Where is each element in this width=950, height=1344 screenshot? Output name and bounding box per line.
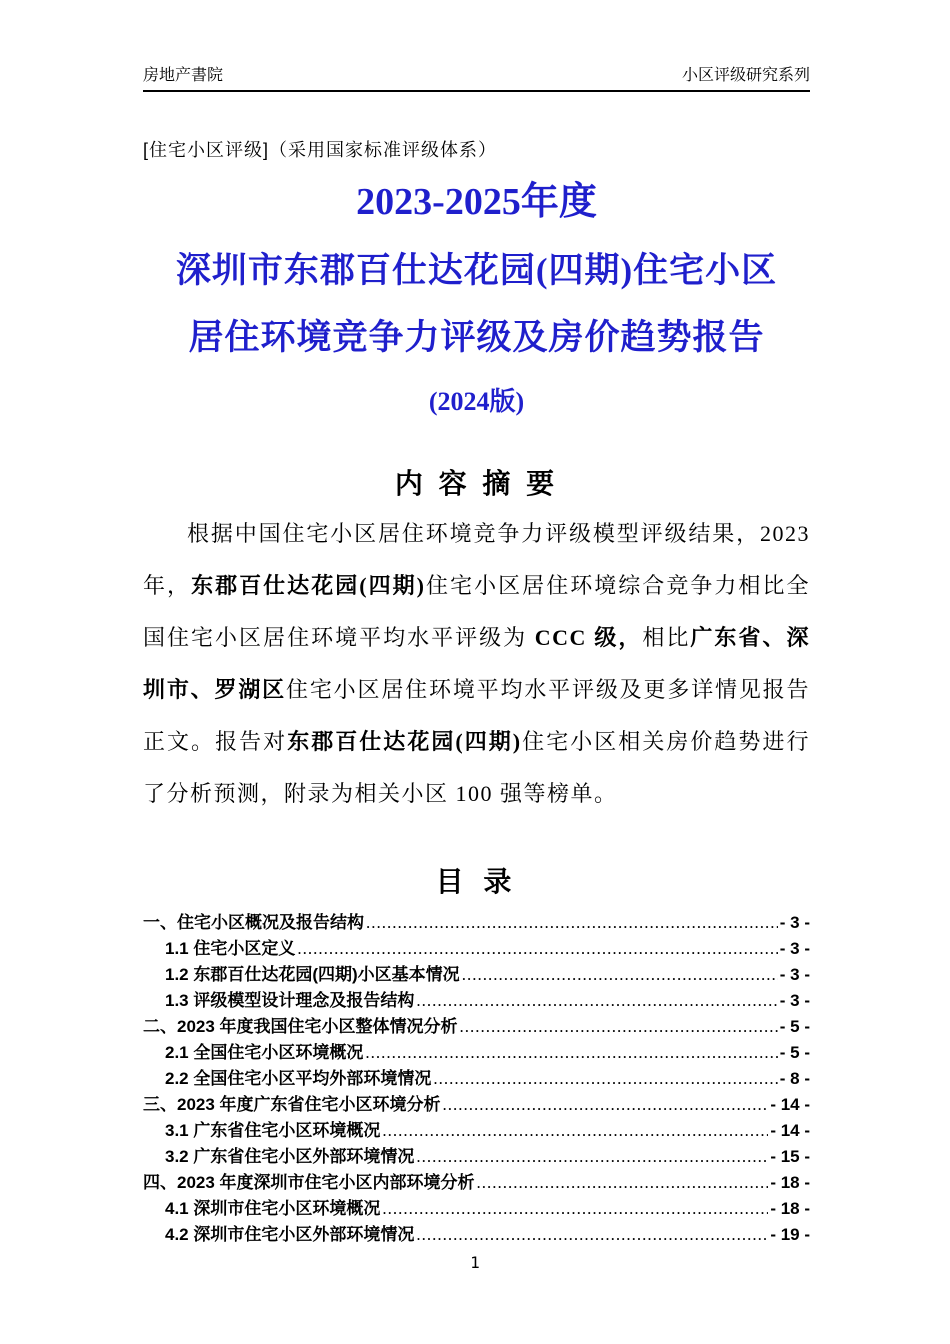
toc-entry[interactable] (143, 1222, 810, 1248)
toc-entry-label: 1.2 东郡百仕达花园(四期)小区基本情况 (165, 964, 460, 984)
toc-entry-label: 3.2 广东省住宅小区外部环境情况 (165, 1146, 415, 1166)
toc-entry-page: - 14 - (770, 1094, 810, 1114)
report-title-version: (2024版) (428, 386, 525, 416)
toc-leader-dots (462, 962, 778, 988)
toc-entry-label: 4.1 深圳市住宅小区环境概况 (165, 1198, 381, 1218)
toc-heading: 目 录 (435, 865, 518, 897)
report-title-year: 2023-2025年度 (356, 181, 597, 223)
toc-leader-dots (416, 1144, 768, 1170)
toc-leader-dots (365, 1040, 777, 1066)
summary-text: 根据中国住宅小区居住环境竞争力评级模型评级结果，2023 年， (143, 520, 810, 598)
toc-entry-label: 3.1 广东省住宅小区环境概况 (165, 1120, 381, 1140)
summary-emphasis-text: 广东省、深圳市、罗湖区 (143, 624, 810, 702)
toc-entry[interactable] (143, 1040, 810, 1066)
toc-entry[interactable] (143, 962, 810, 988)
toc-entry[interactable] (143, 1118, 810, 1144)
toc-entry[interactable] (143, 936, 810, 962)
toc-entry-page: - 3 - (779, 990, 810, 1010)
toc-entry[interactable] (143, 1170, 810, 1196)
header-right-text: 小区评级研究系列 (681, 67, 810, 84)
toc-entry-page: - 3 - (779, 912, 810, 932)
toc-entry[interactable] (143, 1196, 810, 1222)
toc-entry-page: - 14 - (770, 1120, 810, 1140)
toc-list (143, 910, 810, 1248)
summary-text: 住宅小区相关房价趋势进行了分析预测，附录为相关小区 100 强等榜单。 (143, 728, 810, 806)
summary-text: 相比 (642, 624, 691, 650)
rating-system-note: [住宅小区评级]（采用国家标准评级体系） (143, 140, 498, 160)
toc-entry-page: - 3 - (779, 964, 810, 984)
toc-entry-page: - 19 - (770, 1224, 810, 1244)
toc-leader-dots (477, 1170, 769, 1196)
toc-entry-label: 4.2 深圳市住宅小区外部环境情况 (165, 1224, 415, 1244)
toc-entry-label: 2.2 全国住宅小区平均外部环境情况 (165, 1068, 432, 1088)
toc-leader-dots (443, 1092, 769, 1118)
toc-entry-label: 一、住宅小区概况及报告结构 (143, 912, 364, 932)
page-number: 1 (470, 1253, 480, 1272)
toc-entry-page: - 18 - (770, 1172, 810, 1192)
toc-leader-dots (416, 1222, 768, 1248)
toc-entry-label: 2.1 全国住宅小区环境概况 (165, 1042, 364, 1062)
summary-emphasis-text: 东郡百仕达花园(四期) (191, 572, 426, 598)
toc-entry-page: - 5 - (779, 1042, 810, 1062)
toc-entry-label: 1.1 住宅小区定义 (165, 938, 296, 958)
toc-leader-dots (416, 988, 777, 1014)
report-title-line2: 居住环境竞争力评级及房价趋势报告 (188, 318, 765, 358)
toc-entry-label: 1.3 评级模型设计理念及报告结构 (165, 990, 415, 1010)
toc-entry[interactable] (143, 1092, 810, 1118)
toc-entry-label: 四、2023 年度深圳市住宅小区内部环境分析 (143, 1172, 475, 1192)
summary-paragraph (143, 508, 810, 820)
toc-entry-page: - 3 - (779, 938, 810, 958)
toc-entry-page: - 15 - (770, 1146, 810, 1166)
toc-entry-page: - 5 - (779, 1016, 810, 1036)
toc-leader-dots (382, 1118, 768, 1144)
toc-leader-dots (366, 910, 778, 936)
report-title-line1: 深圳市东郡百仕达花园(四期)住宅小区 (175, 250, 778, 290)
toc-entry[interactable] (143, 910, 810, 936)
toc-leader-dots (382, 1196, 768, 1222)
summary-emphasis-text: 东郡百仕达花园(四期) (287, 728, 522, 754)
toc-leader-dots (460, 1014, 778, 1040)
toc-leader-dots (433, 1066, 777, 1092)
summary-text: 住宅小区居住环境平均水平评级及更多详情见报告正文。报告对 (143, 676, 810, 754)
summary-emphasis-text: CCC 级， (534, 624, 643, 650)
toc-entry[interactable] (143, 1066, 810, 1092)
toc-entry[interactable] (143, 1144, 810, 1170)
toc-entry-page: - 8 - (779, 1068, 810, 1088)
toc-entry-label: 二、2023 年度我国住宅小区整体情况分析 (143, 1016, 458, 1036)
summary-heading: 内 容 摘 要 (394, 467, 559, 499)
running-header (143, 62, 810, 92)
title-block (143, 180, 810, 418)
toc-entry[interactable] (143, 988, 810, 1014)
toc-entry[interactable] (143, 1014, 810, 1040)
toc-leader-dots (297, 936, 777, 962)
toc-entry-page: - 18 - (770, 1198, 810, 1218)
toc-entry-label: 三、2023 年度广东省住宅小区环境分析 (143, 1094, 441, 1114)
summary-text: 住宅小区居住环境综合竞争力相比全国住宅小区居住环境平均水平评级为 (143, 572, 810, 650)
header-left-text: 房地产書院 (143, 67, 224, 84)
